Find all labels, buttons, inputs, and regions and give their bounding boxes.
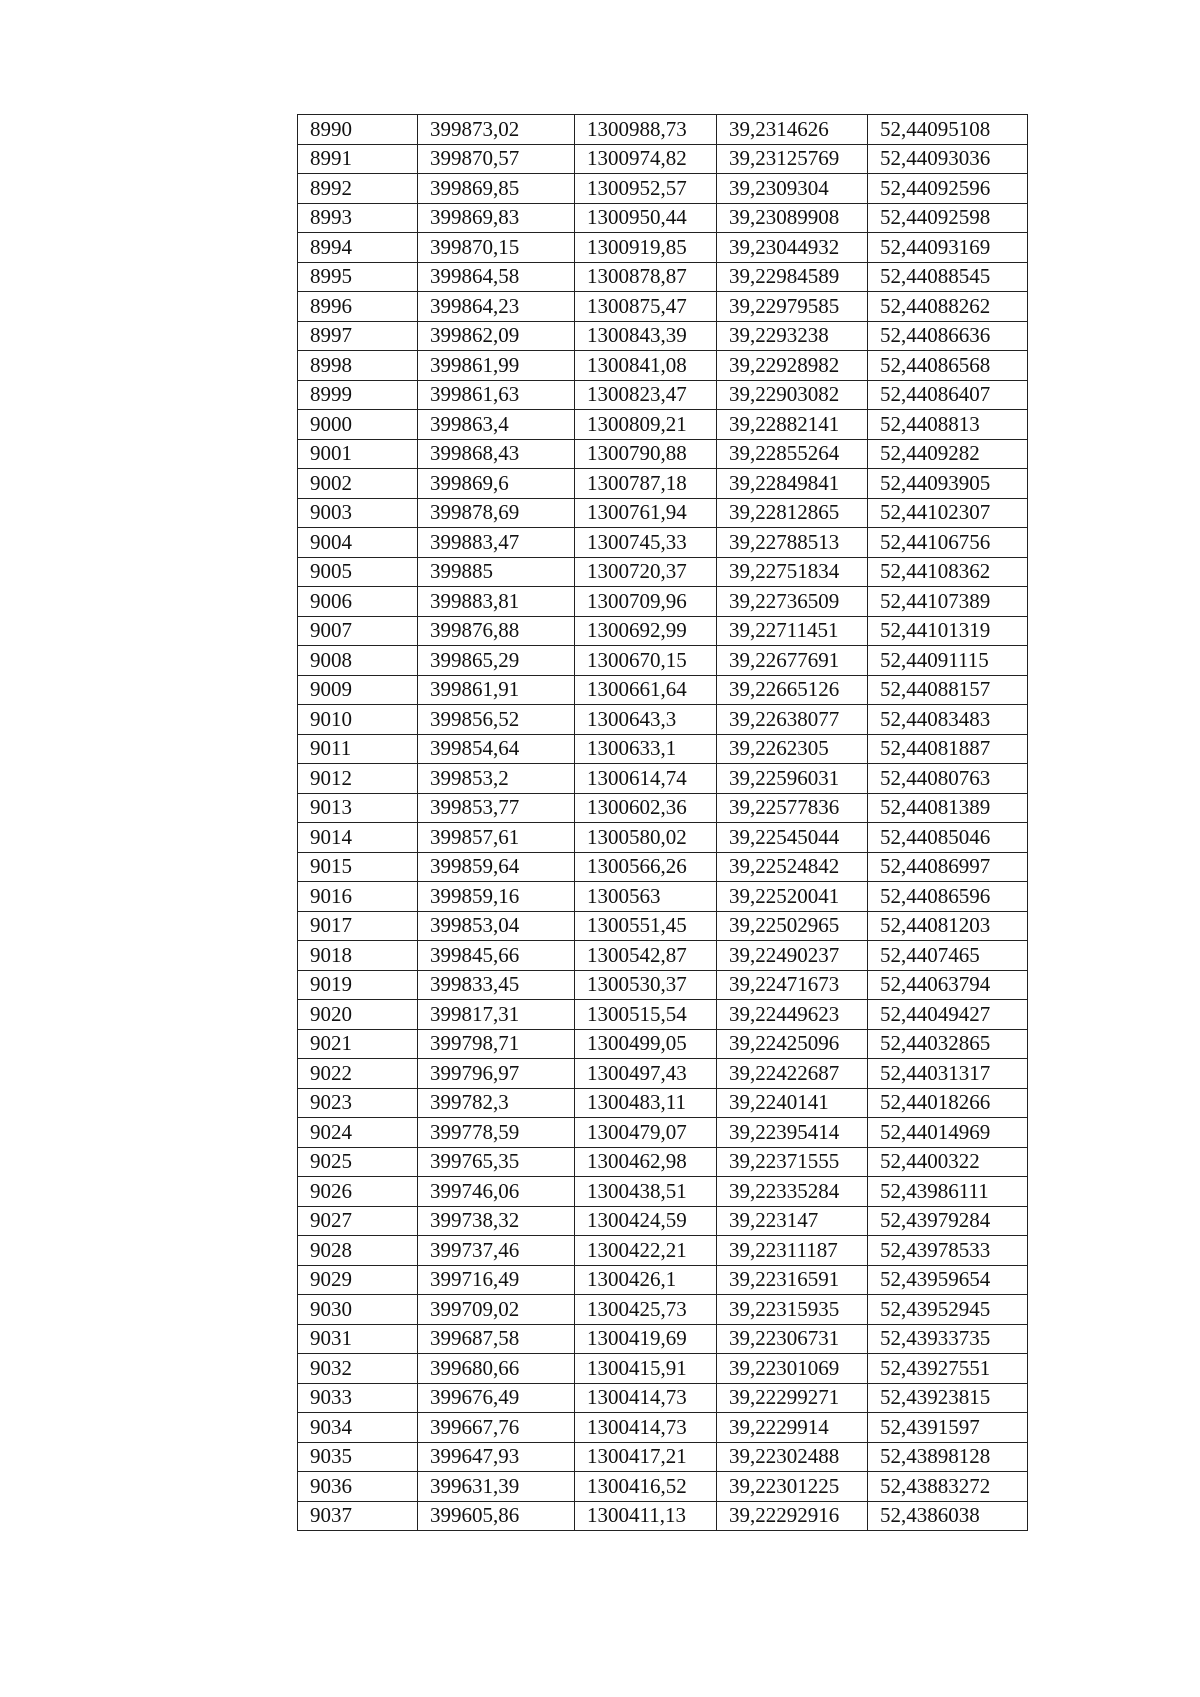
latitude-cell: 52,44081203	[868, 911, 1028, 941]
y-coordinate-cell: 1300950,44	[575, 203, 717, 233]
point-number-cell: 8992	[298, 174, 418, 204]
point-number-cell: 9036	[298, 1472, 418, 1502]
latitude-cell: 52,44031317	[868, 1059, 1028, 1089]
latitude-cell: 52,43978533	[868, 1236, 1028, 1266]
longitude-cell: 39,22301225	[717, 1472, 868, 1502]
y-coordinate-cell: 1300462,98	[575, 1147, 717, 1177]
longitude-cell: 39,22984589	[717, 262, 868, 292]
longitude-cell: 39,22577836	[717, 793, 868, 823]
table-row	[298, 1295, 1028, 1325]
latitude-cell: 52,44049427	[868, 1000, 1028, 1030]
y-coordinate-cell: 1300919,85	[575, 233, 717, 263]
x-coordinate-cell: 399859,16	[418, 882, 575, 912]
y-coordinate-cell: 1300720,37	[575, 557, 717, 587]
y-coordinate-cell: 1300602,36	[575, 793, 717, 823]
longitude-cell: 39,22903082	[717, 380, 868, 410]
table-row	[298, 380, 1028, 410]
longitude-cell: 39,22788513	[717, 528, 868, 558]
y-coordinate-cell: 1300843,39	[575, 321, 717, 351]
x-coordinate-cell: 399869,83	[418, 203, 575, 233]
table-row	[298, 351, 1028, 381]
point-number-cell: 9022	[298, 1059, 418, 1089]
y-coordinate-cell: 1300415,91	[575, 1354, 717, 1384]
table-row	[298, 115, 1028, 145]
latitude-cell: 52,44101319	[868, 616, 1028, 646]
y-coordinate-cell: 1300414,73	[575, 1413, 717, 1443]
longitude-cell: 39,22882141	[717, 410, 868, 440]
x-coordinate-cell: 399853,77	[418, 793, 575, 823]
longitude-cell: 39,22422687	[717, 1059, 868, 1089]
point-number-cell: 9007	[298, 616, 418, 646]
table-row	[298, 1413, 1028, 1443]
y-coordinate-cell: 1300530,37	[575, 970, 717, 1000]
table-row	[298, 1088, 1028, 1118]
point-number-cell: 8991	[298, 144, 418, 174]
y-coordinate-cell: 1300790,88	[575, 439, 717, 469]
point-number-cell: 9032	[298, 1354, 418, 1384]
x-coordinate-cell: 399861,99	[418, 351, 575, 381]
longitude-cell: 39,22371555	[717, 1147, 868, 1177]
x-coordinate-cell: 399737,46	[418, 1236, 575, 1266]
latitude-cell: 52,44108362	[868, 557, 1028, 587]
x-coordinate-cell: 399667,76	[418, 1413, 575, 1443]
y-coordinate-cell: 1300426,1	[575, 1265, 717, 1295]
x-coordinate-cell: 399845,66	[418, 941, 575, 971]
latitude-cell: 52,43979284	[868, 1206, 1028, 1236]
y-coordinate-cell: 1300563	[575, 882, 717, 912]
y-coordinate-cell: 1300614,74	[575, 764, 717, 794]
y-coordinate-cell: 1300643,3	[575, 705, 717, 735]
point-number-cell: 9019	[298, 970, 418, 1000]
x-coordinate-cell: 399864,23	[418, 292, 575, 322]
point-number-cell: 8993	[298, 203, 418, 233]
y-coordinate-cell: 1300988,73	[575, 115, 717, 145]
longitude-cell: 39,22315935	[717, 1295, 868, 1325]
latitude-cell: 52,44093905	[868, 469, 1028, 499]
x-coordinate-cell: 399853,2	[418, 764, 575, 794]
x-coordinate-cell: 399873,02	[418, 115, 575, 145]
x-coordinate-cell: 399862,09	[418, 321, 575, 351]
table-row	[298, 321, 1028, 351]
point-number-cell: 9034	[298, 1413, 418, 1443]
coordinate-table	[297, 114, 1028, 1531]
longitude-cell: 39,22855264	[717, 439, 868, 469]
y-coordinate-cell: 1300692,99	[575, 616, 717, 646]
x-coordinate-cell: 399782,3	[418, 1088, 575, 1118]
longitude-cell: 39,2229914	[717, 1413, 868, 1443]
longitude-cell: 39,23089908	[717, 203, 868, 233]
y-coordinate-cell: 1300709,96	[575, 587, 717, 617]
point-number-cell: 9010	[298, 705, 418, 735]
latitude-cell: 52,43923815	[868, 1383, 1028, 1413]
latitude-cell: 52,44086997	[868, 852, 1028, 882]
table-body	[298, 115, 1028, 1531]
longitude-cell: 39,22425096	[717, 1029, 868, 1059]
point-number-cell: 9020	[298, 1000, 418, 1030]
x-coordinate-cell: 399709,02	[418, 1295, 575, 1325]
x-coordinate-cell: 399716,49	[418, 1265, 575, 1295]
x-coordinate-cell: 399863,4	[418, 410, 575, 440]
latitude-cell: 52,44107389	[868, 587, 1028, 617]
y-coordinate-cell: 1300633,1	[575, 734, 717, 764]
x-coordinate-cell: 399885	[418, 557, 575, 587]
table-row	[298, 793, 1028, 823]
point-number-cell: 9031	[298, 1324, 418, 1354]
point-number-cell: 8994	[298, 233, 418, 263]
longitude-cell: 39,22524842	[717, 852, 868, 882]
latitude-cell: 52,44083483	[868, 705, 1028, 735]
table-row	[298, 528, 1028, 558]
y-coordinate-cell: 1300542,87	[575, 941, 717, 971]
y-coordinate-cell: 1300841,08	[575, 351, 717, 381]
latitude-cell: 52,44088157	[868, 675, 1028, 705]
latitude-cell: 52,44063794	[868, 970, 1028, 1000]
latitude-cell: 52,44086407	[868, 380, 1028, 410]
y-coordinate-cell: 1300787,18	[575, 469, 717, 499]
point-number-cell: 8995	[298, 262, 418, 292]
longitude-cell: 39,22502965	[717, 911, 868, 941]
latitude-cell: 52,43986111	[868, 1177, 1028, 1207]
latitude-cell: 52,44080763	[868, 764, 1028, 794]
table-row	[298, 262, 1028, 292]
latitude-cell: 52,4408813	[868, 410, 1028, 440]
table-row	[298, 705, 1028, 735]
table-row	[298, 174, 1028, 204]
table-row	[298, 1029, 1028, 1059]
longitude-cell: 39,22302488	[717, 1442, 868, 1472]
point-number-cell: 9009	[298, 675, 418, 705]
y-coordinate-cell: 1300417,21	[575, 1442, 717, 1472]
x-coordinate-cell: 399868,43	[418, 439, 575, 469]
y-coordinate-cell: 1300580,02	[575, 823, 717, 853]
point-number-cell: 9021	[298, 1029, 418, 1059]
latitude-cell: 52,44018266	[868, 1088, 1028, 1118]
latitude-cell: 52,43952945	[868, 1295, 1028, 1325]
latitude-cell: 52,4391597	[868, 1413, 1028, 1443]
x-coordinate-cell: 399738,32	[418, 1206, 575, 1236]
table-row	[298, 616, 1028, 646]
y-coordinate-cell: 1300670,15	[575, 646, 717, 676]
x-coordinate-cell: 399870,57	[418, 144, 575, 174]
table-row	[298, 1118, 1028, 1148]
table-row	[298, 1383, 1028, 1413]
latitude-cell: 52,4386038	[868, 1501, 1028, 1531]
y-coordinate-cell: 1300419,69	[575, 1324, 717, 1354]
latitude-cell: 52,44086568	[868, 351, 1028, 381]
latitude-cell: 52,43959654	[868, 1265, 1028, 1295]
point-number-cell: 9025	[298, 1147, 418, 1177]
point-number-cell: 9027	[298, 1206, 418, 1236]
longitude-cell: 39,22520041	[717, 882, 868, 912]
longitude-cell: 39,22306731	[717, 1324, 868, 1354]
point-number-cell: 8999	[298, 380, 418, 410]
longitude-cell: 39,2240141	[717, 1088, 868, 1118]
longitude-cell: 39,22596031	[717, 764, 868, 794]
y-coordinate-cell: 1300411,13	[575, 1501, 717, 1531]
table-row	[298, 1000, 1028, 1030]
table-row	[298, 498, 1028, 528]
table-row	[298, 203, 1028, 233]
latitude-cell: 52,44086596	[868, 882, 1028, 912]
y-coordinate-cell: 1300515,54	[575, 1000, 717, 1030]
longitude-cell: 39,22928982	[717, 351, 868, 381]
longitude-cell: 39,22812865	[717, 498, 868, 528]
y-coordinate-cell: 1300745,33	[575, 528, 717, 558]
x-coordinate-cell: 399869,85	[418, 174, 575, 204]
longitude-cell: 39,22711451	[717, 616, 868, 646]
longitude-cell: 39,2262305	[717, 734, 868, 764]
table-row	[298, 646, 1028, 676]
longitude-cell: 39,22316591	[717, 1265, 868, 1295]
x-coordinate-cell: 399680,66	[418, 1354, 575, 1384]
table-row	[298, 557, 1028, 587]
point-number-cell: 9012	[298, 764, 418, 794]
latitude-cell: 52,43883272	[868, 1472, 1028, 1502]
point-number-cell: 9004	[298, 528, 418, 558]
table-row	[298, 292, 1028, 322]
point-number-cell: 9033	[298, 1383, 418, 1413]
x-coordinate-cell: 399883,81	[418, 587, 575, 617]
table-row	[298, 1147, 1028, 1177]
longitude-cell: 39,22979585	[717, 292, 868, 322]
point-number-cell: 8998	[298, 351, 418, 381]
table-row	[298, 911, 1028, 941]
point-number-cell: 9018	[298, 941, 418, 971]
longitude-cell: 39,22299271	[717, 1383, 868, 1413]
x-coordinate-cell: 399876,88	[418, 616, 575, 646]
y-coordinate-cell: 1300479,07	[575, 1118, 717, 1148]
x-coordinate-cell: 399861,63	[418, 380, 575, 410]
table-row	[298, 1265, 1028, 1295]
x-coordinate-cell: 399798,71	[418, 1029, 575, 1059]
y-coordinate-cell: 1300974,82	[575, 144, 717, 174]
longitude-cell: 39,2309304	[717, 174, 868, 204]
longitude-cell: 39,22395414	[717, 1118, 868, 1148]
x-coordinate-cell: 399676,49	[418, 1383, 575, 1413]
y-coordinate-cell: 1300416,52	[575, 1472, 717, 1502]
longitude-cell: 39,22490237	[717, 941, 868, 971]
latitude-cell: 52,44106756	[868, 528, 1028, 558]
point-number-cell: 9017	[298, 911, 418, 941]
point-number-cell: 9035	[298, 1442, 418, 1472]
point-number-cell: 8990	[298, 115, 418, 145]
table-row	[298, 1059, 1028, 1089]
y-coordinate-cell: 1300483,11	[575, 1088, 717, 1118]
longitude-cell: 39,223147	[717, 1206, 868, 1236]
x-coordinate-cell: 399778,59	[418, 1118, 575, 1148]
latitude-cell: 52,44088262	[868, 292, 1028, 322]
latitude-cell: 52,44092596	[868, 174, 1028, 204]
y-coordinate-cell: 1300875,47	[575, 292, 717, 322]
table-row	[298, 1206, 1028, 1236]
table-row	[298, 410, 1028, 440]
longitude-cell: 39,22471673	[717, 970, 868, 1000]
table-row	[298, 823, 1028, 853]
point-number-cell: 9013	[298, 793, 418, 823]
latitude-cell: 52,44081887	[868, 734, 1028, 764]
point-number-cell: 9026	[298, 1177, 418, 1207]
x-coordinate-cell: 399833,45	[418, 970, 575, 1000]
x-coordinate-cell: 399859,64	[418, 852, 575, 882]
y-coordinate-cell: 1300422,21	[575, 1236, 717, 1266]
x-coordinate-cell: 399878,69	[418, 498, 575, 528]
point-number-cell: 9002	[298, 469, 418, 499]
x-coordinate-cell: 399861,91	[418, 675, 575, 705]
table-row	[298, 852, 1028, 882]
y-coordinate-cell: 1300823,47	[575, 380, 717, 410]
point-number-cell: 9006	[298, 587, 418, 617]
latitude-cell: 52,44092598	[868, 203, 1028, 233]
longitude-cell: 39,22665126	[717, 675, 868, 705]
longitude-cell: 39,22545044	[717, 823, 868, 853]
point-number-cell: 9029	[298, 1265, 418, 1295]
x-coordinate-cell: 399857,61	[418, 823, 575, 853]
x-coordinate-cell: 399870,15	[418, 233, 575, 263]
point-number-cell: 8997	[298, 321, 418, 351]
longitude-cell: 39,22311187	[717, 1236, 868, 1266]
table-row	[298, 1324, 1028, 1354]
y-coordinate-cell: 1300497,43	[575, 1059, 717, 1089]
latitude-cell: 52,43933735	[868, 1324, 1028, 1354]
latitude-cell: 52,44093169	[868, 233, 1028, 263]
x-coordinate-cell: 399883,47	[418, 528, 575, 558]
longitude-cell: 39,22751834	[717, 557, 868, 587]
table-row	[298, 734, 1028, 764]
table-row	[298, 1354, 1028, 1384]
y-coordinate-cell: 1300425,73	[575, 1295, 717, 1325]
x-coordinate-cell: 399631,39	[418, 1472, 575, 1502]
x-coordinate-cell: 399817,31	[418, 1000, 575, 1030]
x-coordinate-cell: 399865,29	[418, 646, 575, 676]
longitude-cell: 39,22292916	[717, 1501, 868, 1531]
point-number-cell: 9001	[298, 439, 418, 469]
latitude-cell: 52,4407465	[868, 941, 1028, 971]
table-row	[298, 469, 1028, 499]
latitude-cell: 52,4409282	[868, 439, 1028, 469]
latitude-cell: 52,44091115	[868, 646, 1028, 676]
longitude-cell: 39,22736509	[717, 587, 868, 617]
x-coordinate-cell: 399746,06	[418, 1177, 575, 1207]
point-number-cell: 9014	[298, 823, 418, 853]
longitude-cell: 39,2293238	[717, 321, 868, 351]
x-coordinate-cell: 399869,6	[418, 469, 575, 499]
x-coordinate-cell: 399853,04	[418, 911, 575, 941]
point-number-cell: 9016	[298, 882, 418, 912]
latitude-cell: 52,44081389	[868, 793, 1028, 823]
table-row	[298, 764, 1028, 794]
x-coordinate-cell: 399796,97	[418, 1059, 575, 1089]
point-number-cell: 9030	[298, 1295, 418, 1325]
latitude-cell: 52,44086636	[868, 321, 1028, 351]
latitude-cell: 52,43927551	[868, 1354, 1028, 1384]
latitude-cell: 52,44102307	[868, 498, 1028, 528]
table-row	[298, 1177, 1028, 1207]
latitude-cell: 52,43898128	[868, 1442, 1028, 1472]
longitude-cell: 39,22335284	[717, 1177, 868, 1207]
latitude-cell: 52,44093036	[868, 144, 1028, 174]
y-coordinate-cell: 1300952,57	[575, 174, 717, 204]
y-coordinate-cell: 1300761,94	[575, 498, 717, 528]
table-row	[298, 1501, 1028, 1531]
x-coordinate-cell: 399854,64	[418, 734, 575, 764]
y-coordinate-cell: 1300809,21	[575, 410, 717, 440]
x-coordinate-cell: 399647,93	[418, 1442, 575, 1472]
longitude-cell: 39,22449623	[717, 1000, 868, 1030]
x-coordinate-cell: 399687,58	[418, 1324, 575, 1354]
point-number-cell: 9005	[298, 557, 418, 587]
longitude-cell: 39,23125769	[717, 144, 868, 174]
table-row	[298, 1236, 1028, 1266]
point-number-cell: 9023	[298, 1088, 418, 1118]
point-number-cell: 8996	[298, 292, 418, 322]
point-number-cell: 9037	[298, 1501, 418, 1531]
point-number-cell: 9011	[298, 734, 418, 764]
table-row	[298, 970, 1028, 1000]
y-coordinate-cell: 1300661,64	[575, 675, 717, 705]
longitude-cell: 39,22849841	[717, 469, 868, 499]
table-row	[298, 1442, 1028, 1472]
x-coordinate-cell: 399765,35	[418, 1147, 575, 1177]
latitude-cell: 52,44088545	[868, 262, 1028, 292]
latitude-cell: 52,44014969	[868, 1118, 1028, 1148]
table-row	[298, 233, 1028, 263]
y-coordinate-cell: 1300424,59	[575, 1206, 717, 1236]
point-number-cell: 9015	[298, 852, 418, 882]
longitude-cell: 39,2314626	[717, 115, 868, 145]
table-row	[298, 882, 1028, 912]
longitude-cell: 39,22301069	[717, 1354, 868, 1384]
latitude-cell: 52,4400322	[868, 1147, 1028, 1177]
point-number-cell: 9008	[298, 646, 418, 676]
x-coordinate-cell: 399605,86	[418, 1501, 575, 1531]
table-row	[298, 439, 1028, 469]
latitude-cell: 52,44085046	[868, 823, 1028, 853]
point-number-cell: 9024	[298, 1118, 418, 1148]
y-coordinate-cell: 1300499,05	[575, 1029, 717, 1059]
y-coordinate-cell: 1300566,26	[575, 852, 717, 882]
x-coordinate-cell: 399856,52	[418, 705, 575, 735]
y-coordinate-cell: 1300878,87	[575, 262, 717, 292]
latitude-cell: 52,44095108	[868, 115, 1028, 145]
point-number-cell: 9003	[298, 498, 418, 528]
point-number-cell: 9028	[298, 1236, 418, 1266]
point-number-cell: 9000	[298, 410, 418, 440]
x-coordinate-cell: 399864,58	[418, 262, 575, 292]
y-coordinate-cell: 1300438,51	[575, 1177, 717, 1207]
table-row	[298, 941, 1028, 971]
table-row	[298, 1472, 1028, 1502]
latitude-cell: 52,44032865	[868, 1029, 1028, 1059]
longitude-cell: 39,23044932	[717, 233, 868, 263]
table-row	[298, 587, 1028, 617]
longitude-cell: 39,22677691	[717, 646, 868, 676]
table-row	[298, 144, 1028, 174]
y-coordinate-cell: 1300414,73	[575, 1383, 717, 1413]
longitude-cell: 39,22638077	[717, 705, 868, 735]
y-coordinate-cell: 1300551,45	[575, 911, 717, 941]
table-row	[298, 675, 1028, 705]
